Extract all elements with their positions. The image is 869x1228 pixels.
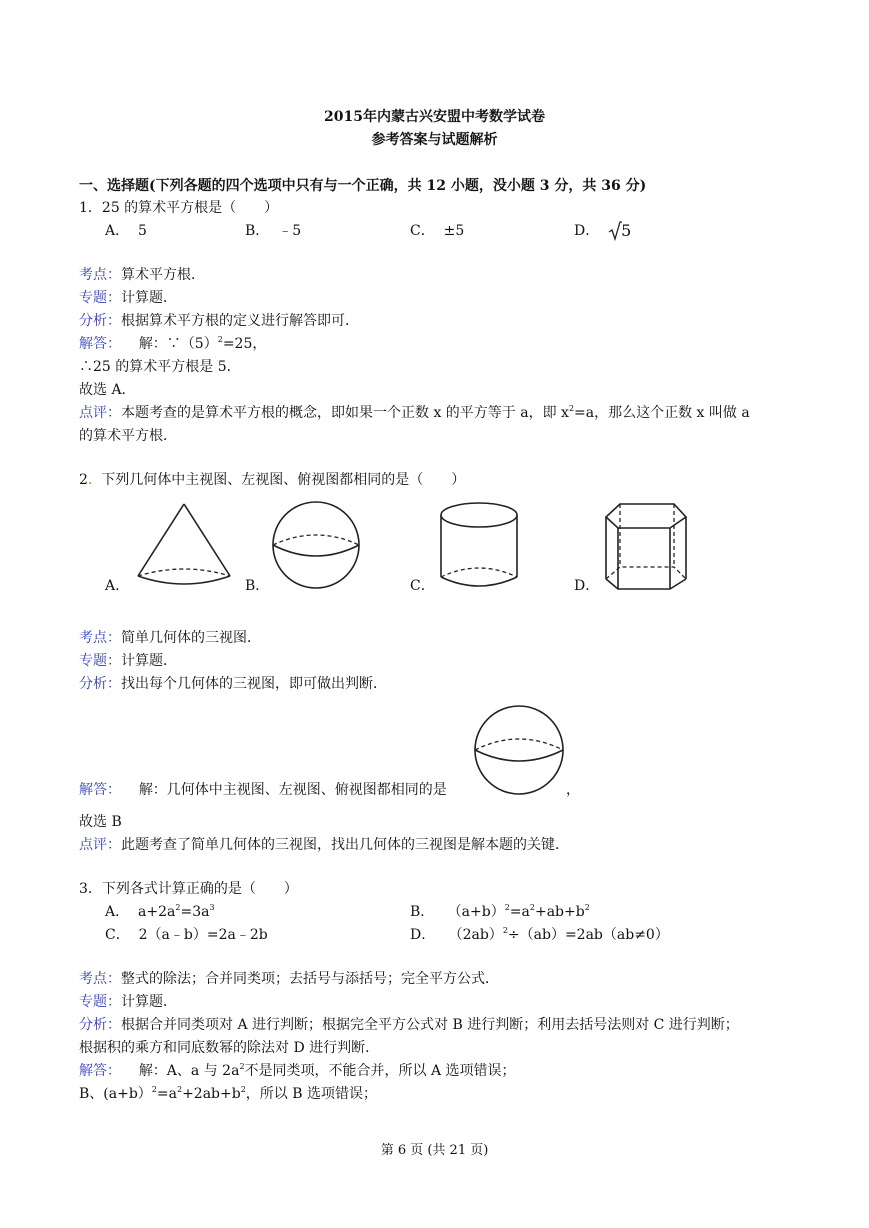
q3-zhuanti: 专题：计算题． (79, 994, 177, 1010)
q2-option-d: D． (574, 578, 600, 594)
q1-dianping-line2: 的算术平方根． (79, 428, 177, 444)
cone-figure (132, 500, 242, 590)
page-footer: 第 6 页 (共 21 页) (380, 1143, 489, 1158)
q3-option-c: C． 2（a﹣b）=2a﹣2b (105, 927, 268, 943)
q1-dianping: 点评：本题考查的是算术平方根的概念，即如果一个正数 x 的平方等于 a，即 $x^2=a$，那么这个正数 x 叫做 a (79, 404, 750, 421)
q1-jieda: 解答： 解：$\because(5)^2=25$， (79, 335, 267, 352)
sphere-figure (270, 497, 370, 597)
q1-fenxi: 分析：根据算术平方根的定义进行解答即可． (79, 313, 359, 329)
q1-jieda-line2: ∴25 的算术平方根是 5． (79, 359, 241, 375)
q2-option-c: C． (410, 578, 435, 594)
q2-kaodian: 考点：简单几何体的三视图． (79, 630, 261, 646)
q2-jieda-line2: 故选 B (79, 814, 122, 830)
q1-option-d: D． 5 (574, 222, 636, 240)
q1-stem: 1．25 的算术平方根是（ ） (79, 200, 279, 216)
q2-dianping: 点评：此题考查了简单几何体的三视图，找出几何体的三视图是解本题的关键． (79, 837, 569, 853)
q3-option-a: A． $a+2a^2=3a^3$ (105, 903, 215, 920)
q1-option-b: B． ﹣5 (245, 223, 302, 239)
hexagonal-prism-figure (598, 497, 698, 597)
q2-fenxi: 分析：找出每个几何体的三视图，即可做出判断． (79, 676, 387, 692)
q3-jieda: 解答： 解：A、a 与 $2a^2$不是同类项，不能合并，所以 A 选项错误； (79, 1062, 516, 1079)
page-title: 2015年内蒙古兴安盟中考数学试卷 (324, 109, 545, 125)
q3-kaodian: 考点：整式的除法；合并同类项；去括号与添括号；完全平方公式． (79, 971, 499, 987)
q1-kaodian: 考点：算术平方根． (79, 267, 205, 283)
q3-option-b: B． $(a+b)^2=a^2+ab+b^2$ (410, 903, 590, 920)
q1-zhuanti: 专题：计算题． (79, 290, 177, 306)
q2-stem: 2. 下列几何体中主视图、左视图、俯视图都相同的是（ ） (79, 472, 466, 488)
cylinder-figure (433, 497, 533, 597)
q3-fenxi: 分析：根据合并同类项对 A 进行判断；根据完全平方公式对 B 进行判断；利用去括号法则对 C 进行判断； (79, 1017, 739, 1033)
q2-jieda: 解答： 解：几何体中主视图、左视图、俯视图都相同的是 (79, 782, 447, 798)
q3-fenxi-line2: 根据积的乘方和同底数幂的除法对 D 进行判断． (79, 1040, 380, 1056)
section-heading: 一、选择题(下列各题的四个选项中只有与一个正确，共 12 小题，没小题 3 分，共 36 分) (79, 178, 647, 194)
q2-zhuanti: 专题：计算题． (79, 653, 177, 669)
q3-option-d: D． $(2ab)^2\div(ab)=2ab(ab\ne 0)$ (410, 926, 669, 943)
q2-option-a: A． (105, 578, 130, 594)
q3-jieda-line2: B、$(a+b)^2=a^2+2ab+b^2$，所以 B 选项错误； (79, 1085, 377, 1102)
q1-option-c: C． ±5 (410, 223, 465, 239)
q1-jieda-line3: 故选 A． (79, 382, 136, 398)
page-subtitle: 参考答案与试题解析 (371, 132, 498, 148)
q1-option-a: A． 5 (105, 223, 147, 239)
q2-option-b: B． (245, 578, 270, 594)
answer-sphere-figure (471, 702, 571, 802)
q3-stem: 3．下列各式计算正确的是（ ） (79, 881, 298, 897)
q2-jieda-comma: ， (566, 782, 580, 798)
sqrt-icon: 5 (608, 222, 636, 240)
